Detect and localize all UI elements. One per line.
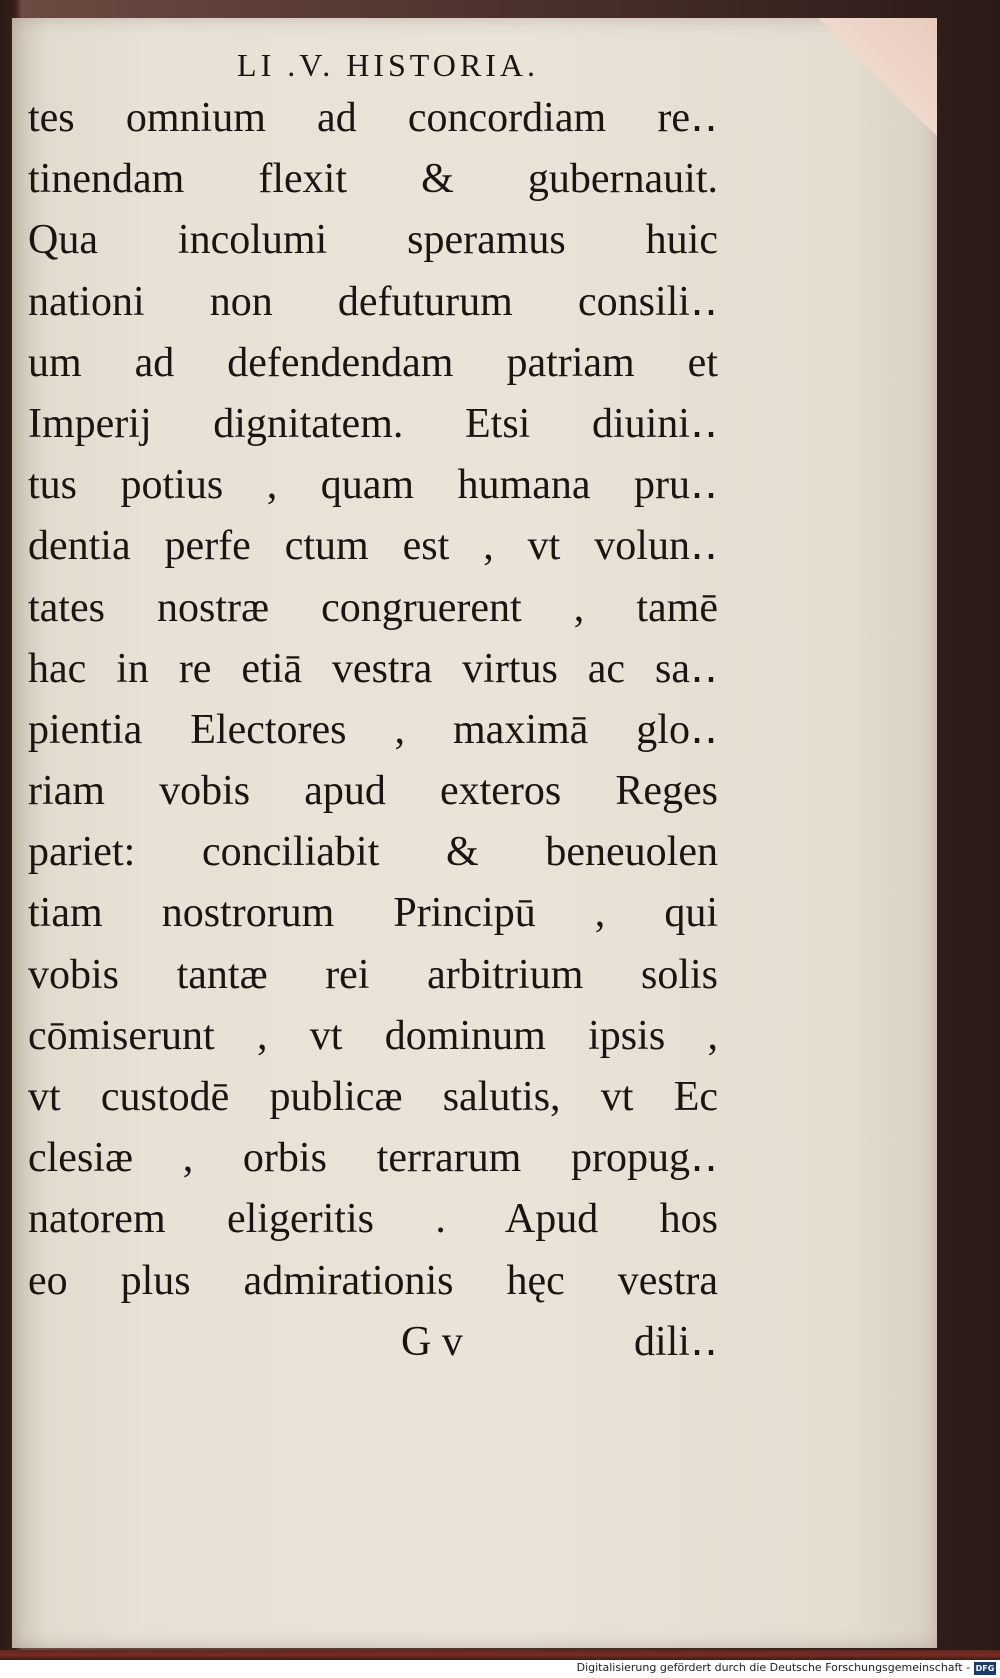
text-line: tates nostræ congruerent , tamē (28, 584, 718, 631)
dfg-logo: DFG (975, 1664, 995, 1673)
footer-credit: Digitalisierung gefördert durch die Deutsche Forschungsgemeinschaft - (576, 1661, 970, 1674)
text-line: nationi non defuturum consili‥ (28, 278, 718, 325)
text-line: natorem eligeritis . Apud hos (28, 1196, 718, 1243)
signature-line (28, 1312, 718, 1373)
text-line: eo plus admirationis hęc vestra (28, 1257, 718, 1304)
text-line: riam vobis apud exteros Reges (28, 768, 718, 815)
running-header: LI .V. HISTORIA. (237, 47, 539, 83)
text-line: dentia perfe ctum est , vt volun‥ (28, 523, 718, 570)
text-line: clesiæ , orbis terrarum propug‥ (28, 1135, 718, 1182)
catchword: dili‥ (633, 1318, 718, 1365)
text-line: tus potius , quam humana pru‥ (28, 462, 718, 509)
folded-corner (797, 18, 937, 138)
digitization-footer (0, 1660, 1000, 1678)
text-line: cōmiserunt , vt dominum ipsis , (28, 1012, 718, 1059)
text-line: vt custodē publicæ salutis, vt Ec (28, 1074, 718, 1120)
text-line: pariet: conciliabit & beneuolen (28, 829, 718, 876)
text-line: tinendam flexit & gubernauit. (28, 156, 718, 203)
page-text (28, 42, 718, 1373)
text-line: Qua incolumi speramus huic (28, 217, 718, 264)
text-line: vobis tantæ rei arbitrium solis (28, 951, 718, 998)
text-line: tes omnium ad concordiam re‥ (28, 95, 718, 141)
text-line: um ad defendendam patriam et (28, 339, 718, 386)
page-edge (0, 1650, 1000, 1660)
text-line: Imperij dignitatem. Etsi diuini‥ (28, 400, 718, 447)
text-line: tiam nostrorum Principū , qui (28, 890, 718, 937)
text-line: pientia Electores , maximā glo‥ (28, 706, 718, 753)
signature-mark: G v (401, 1318, 463, 1365)
text-line: hac in re etiā vestra virtus ac sa‥ (28, 645, 718, 692)
